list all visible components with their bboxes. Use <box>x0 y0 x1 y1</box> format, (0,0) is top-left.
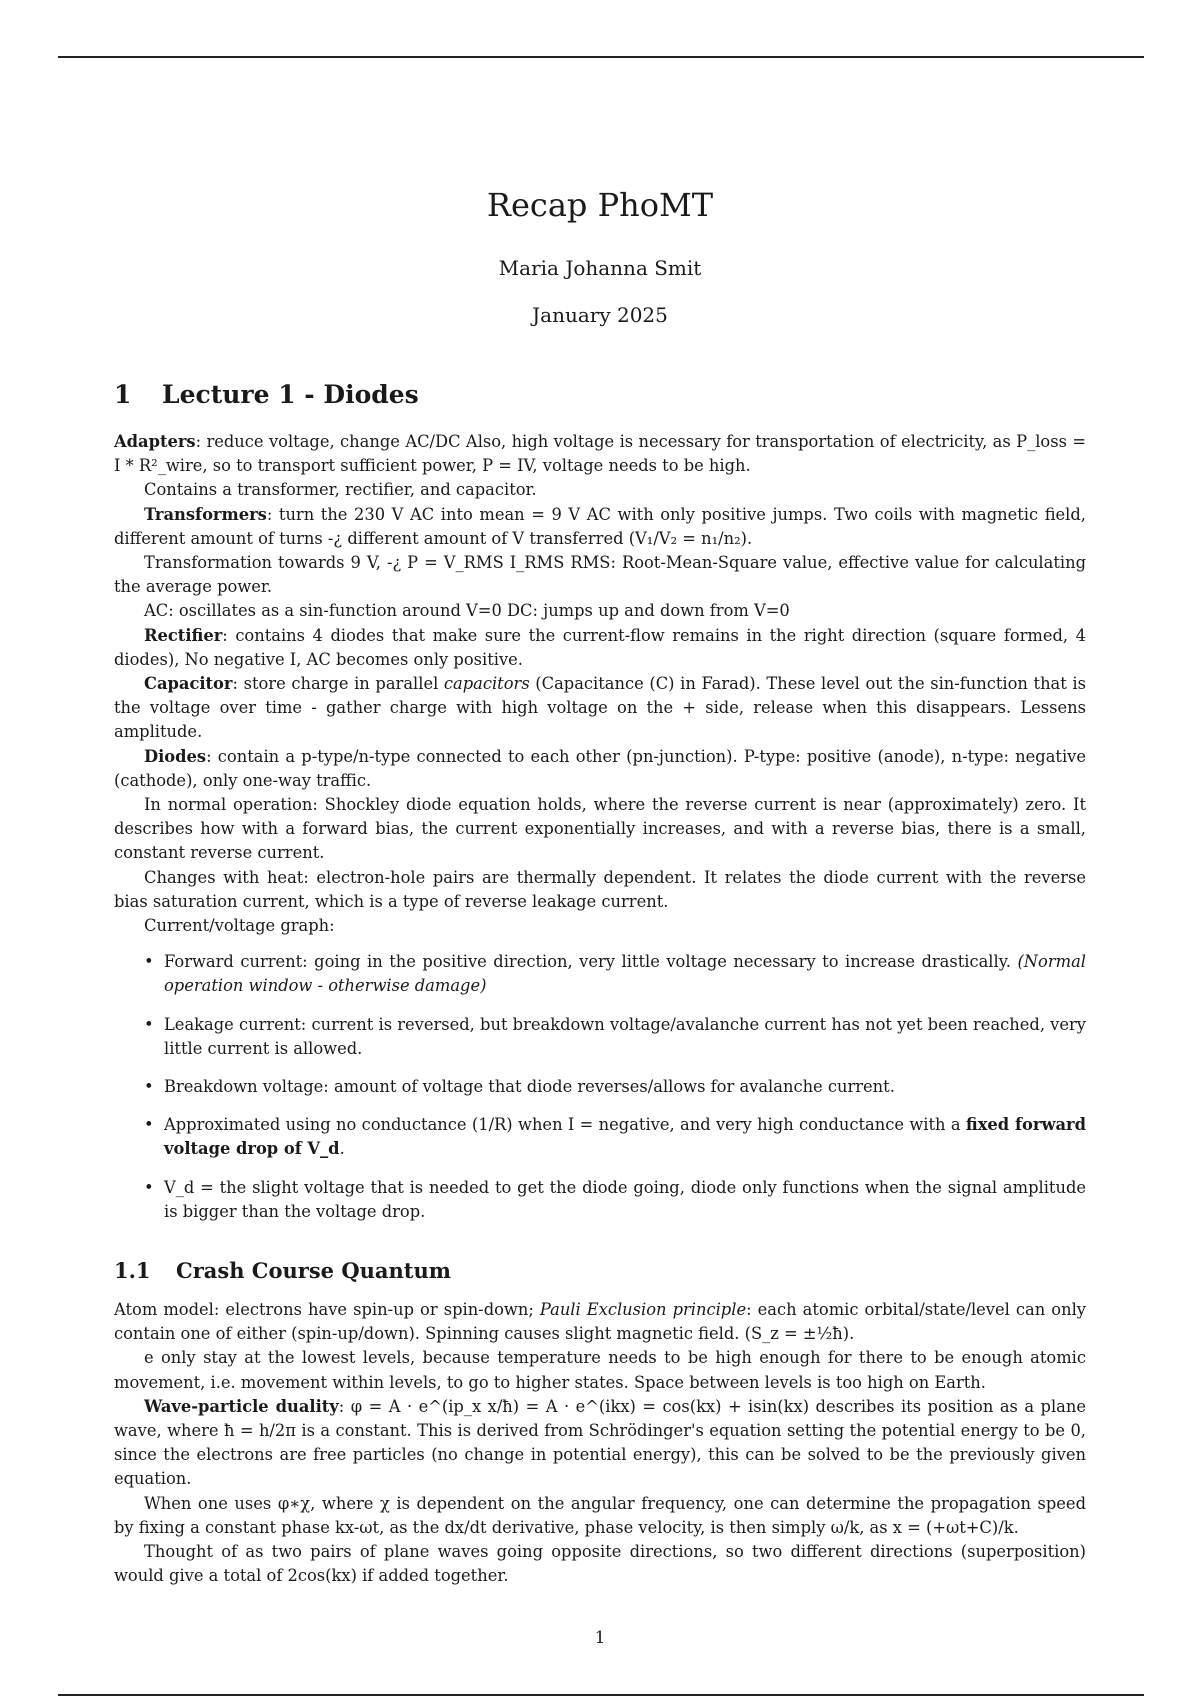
document-title: Recap PhoMT <box>486 186 714 224</box>
subsection-heading <box>114 1256 1086 1286</box>
paragraph-superposition: Thought of as two pairs of plane waves going opposite directions, so two different directions (superposition) would give a total of 2cos(kx) if added together. <box>114 1542 1086 1586</box>
paragraph-adapters <box>114 430 1086 478</box>
bottom-rule <box>58 1694 1144 1696</box>
text-capacitor-italic: capacitors <box>443 674 530 694</box>
list-item <box>164 950 1086 998</box>
page-number: 1 <box>594 1628 606 1648</box>
bullet-forward-italic: (Normal operation window - otherwise damage) <box>164 952 1086 996</box>
paragraph-atom-model <box>114 1298 1086 1346</box>
paragraph-ac: AC: oscillates as a sin-function around V=0 DC: jumps up and down from V=0 <box>144 601 790 621</box>
term-transformers: Transformers <box>144 504 267 524</box>
bullet-approx-end: . <box>339 1139 345 1159</box>
text-atom-italic: Pauli Exclusion principle <box>539 1300 747 1319</box>
term-rectifier: Rectifier <box>144 625 223 645</box>
paragraph-transformation: Transformation towards 9 V, -¿ P = V_RMS I_RMS RMS: Root-Mean-Square value, effective value for calculating the average power. <box>114 553 1086 597</box>
section-lecture-1 <box>114 378 1086 1238</box>
term-wave-particle: Wave-particle duality <box>144 1396 339 1416</box>
paragraph-diodes <box>114 745 1086 793</box>
text-wave-particle: : φ = A · e^(ip_x x/ħ) = A · e^(ikx) = cos(kx) + isin(kx) describes its position as a plane wave, where ħ = h/2π is a constant. This is derived from Schrödinger's equation setting the potential energy to be 0, since the electrons are free particles (no change in potential energy), this can be solved to be the previously given equation. <box>114 1396 1086 1489</box>
list-item: • V_d = the slight voltage that is needed to get the diode going, diode only functions when the signal amplitude is bigger than the voltage drop. <box>164 1176 1086 1224</box>
paragraph-electron-levels: e only stay at the lowest levels, because temperature needs to be high enough for there to be enough atomic movement, i.e. movement within levels, to go to higher states. Space between levels is too high on Earth. <box>114 1348 1086 1392</box>
bullet-approx-text: Approximated using no conductance (1/R) when I = negative, and very high conductance with a <box>164 1115 966 1135</box>
document-author: Maria Johanna Smit <box>498 256 702 280</box>
paragraph-contains: Contains a transformer, rectifier, and capacitor. <box>144 480 537 500</box>
paragraph-capacitor <box>114 672 1086 745</box>
list-item: • Breakdown voltage: amount of voltage that diode reverses/allows for avalanche current. <box>164 1075 1086 1099</box>
bullet-list <box>114 950 1086 1224</box>
list-item: • Leakage current: current is reversed, but breakdown voltage/avalanche current has not yet been reached, very little current is allowed. <box>164 1013 1086 1061</box>
paragraph-rectifier <box>114 624 1086 672</box>
text-transformers: : turn the 230 V AC into mean = 9 V AC with only positive jumps. Two coils with magnetic field, different amount of turns -¿ different amount of V transferred (V₁/V₂ = n₁/n₂). <box>114 504 1086 548</box>
text-diodes: : contain a p-type/n-type connected to each other (pn-junction). P-type: positive (anode), n-type: negative (cathode), only one-way traffic. <box>114 746 1086 790</box>
paragraph-normal-operation: In normal operation: Shockley diode equation holds, where the reverse current is near (approximately) zero. It describes how with a forward bias, the current exponentially increases, and with a reverse bias, there is a small, constant reverse current. <box>114 795 1086 863</box>
paragraph-graph: Current/voltage graph: <box>144 916 335 936</box>
text-capacitor-a: : store charge in parallel <box>232 674 444 694</box>
term-capacitor: Capacitor <box>144 674 233 694</box>
section-number: 1 <box>114 380 132 409</box>
section-crash-course-quantum <box>114 1256 1086 1588</box>
text-capacitor-b: (Capacitance (C) in Farad). These level out the sin-function that is the voltage over time - gather charge with high voltage on the + side, release when this disappears. Lessens amplitude. <box>114 674 1086 742</box>
paragraph-propagation: When one uses φ∗χ, where χ is dependent on the angular frequency, one can determine the propagation speed by fixing a constant phase kx-ωt, as the dx/dt derivative, phase velocity, is then simply ω/k, as x = (+ωt+C)/k. <box>114 1493 1086 1537</box>
text-adapters: : reduce voltage, change AC/DC Also, high voltage is necessary for transportation of electricity, as P_loss = I * R²_wire, so to transport sufficient power, P = IV, voltage needs to be high. <box>114 432 1086 476</box>
subsection-number: 1.1 <box>114 1258 151 1283</box>
text-atom-b: : each atomic orbital/state/level can only contain one of either (spin-up/down). Spinning causes slight magnetic field. (S_z = ±½ħ). <box>114 1300 1086 1344</box>
section-title: Lecture 1 - Diodes <box>162 380 419 409</box>
bullet-approx-bold: fixed forward voltage drop of V_d <box>164 1115 1086 1159</box>
bullet-forward-text: Forward current: going in the positive direction, very little voltage necessary to increase drastically. <box>164 952 1018 972</box>
top-rule <box>58 56 1144 58</box>
subsection-title: Crash Course Quantum <box>176 1258 451 1283</box>
paragraph-transformers <box>114 503 1086 551</box>
text-rectifier: : contains 4 diodes that make sure the current-flow remains in the right direction (square formed, 4 diodes), No negative I, AC becomes only positive. <box>114 625 1086 669</box>
list-item <box>164 1113 1086 1161</box>
paragraph-wave-particle <box>114 1395 1086 1492</box>
text-atom-a: Atom model: electrons have spin-up or spin-down; <box>114 1300 540 1319</box>
term-adapters: Adapters <box>114 432 196 451</box>
paragraph-heat: Changes with heat: electron-hole pairs are thermally dependent. It relates the diode current with the reverse bias saturation current, which is a type of reverse leakage current. <box>114 867 1086 911</box>
section-heading <box>114 378 1086 412</box>
document-date: January 2025 <box>532 303 668 327</box>
term-diodes: Diodes <box>144 746 207 766</box>
